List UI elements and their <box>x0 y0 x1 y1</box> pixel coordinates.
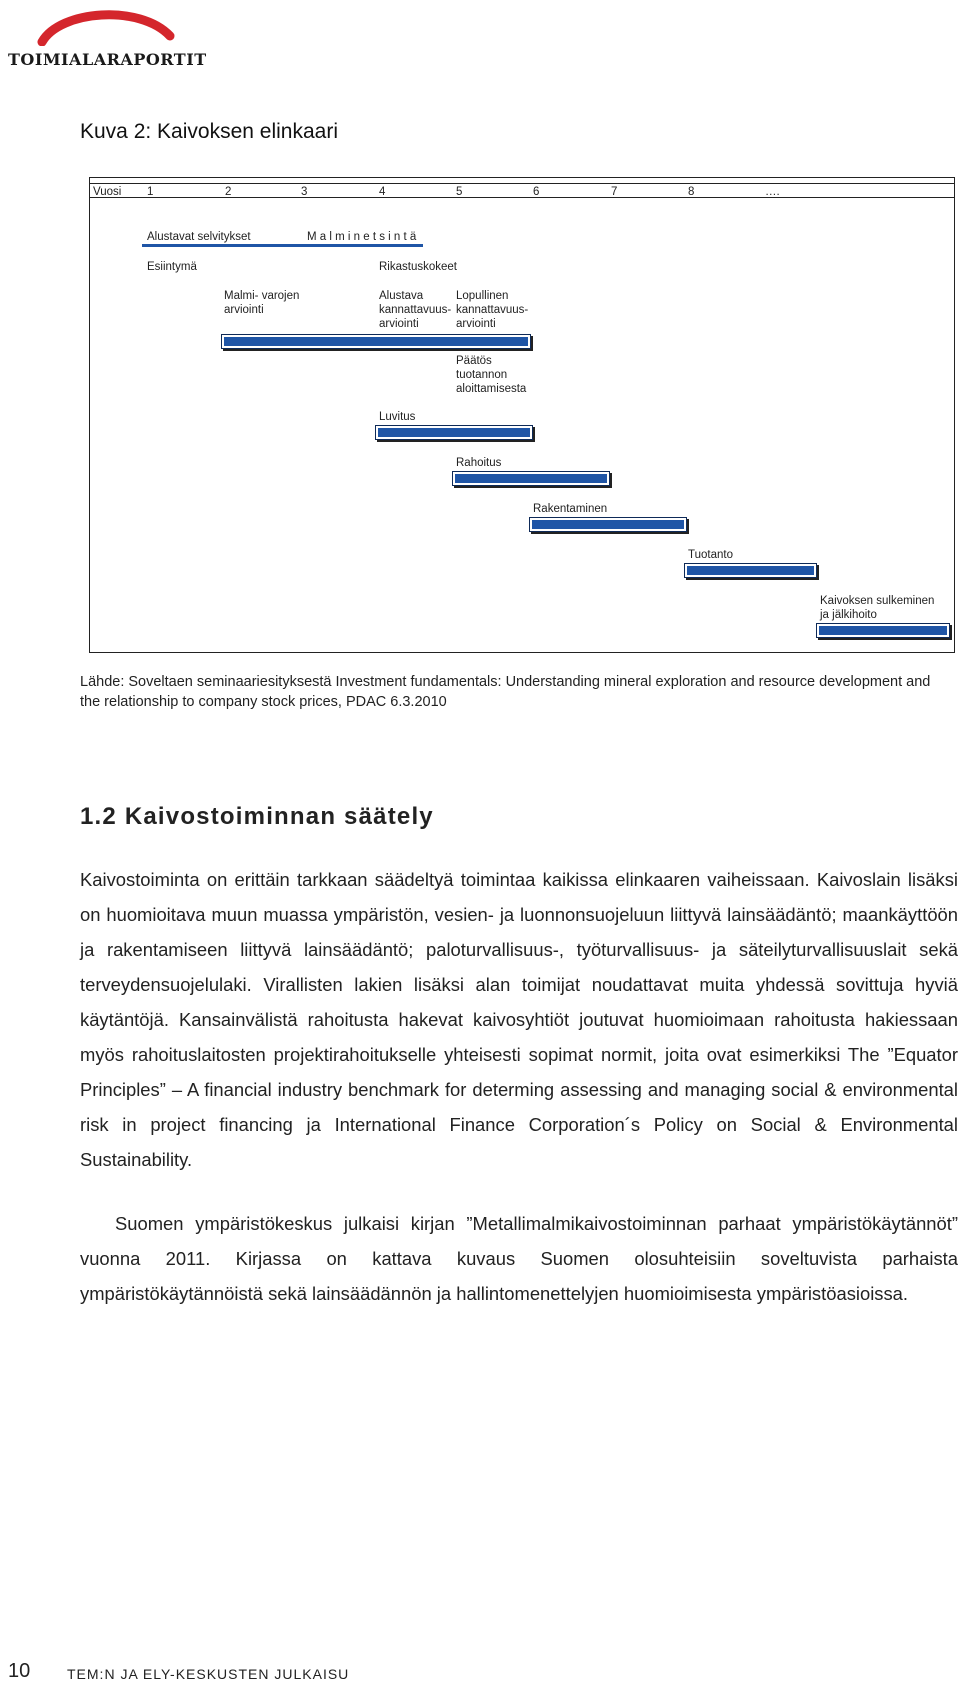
phase-label-paatos: Päätös tuotannon aloittamisesta <box>456 355 527 395</box>
phase-bar-arviointi <box>221 334 531 349</box>
figure-source: Lähde: Soveltaen seminaariesityksestä Investment fundamentals: Understanding mineral exploration and resource development and the relationship to company stock prices, PDAC 6.3.2010 <box>80 674 931 710</box>
phase-label-rakentaminen: Rakentaminen <box>533 503 608 515</box>
phase-label-luvitus: Luvitus <box>379 411 416 423</box>
year-tick: 4 <box>379 186 386 198</box>
phase-bar-sulkeminen <box>816 623 950 638</box>
phase-label-malminetsinta: M a l m i n e t s i n t ä <box>307 231 417 243</box>
figure-title: Kuva 2: Kaivoksen elinkaari <box>80 120 338 143</box>
mine-lifecycle-diagram <box>89 177 955 653</box>
toimialaraportit-logo <box>8 6 207 72</box>
phase-label-sulkeminen: Kaivoksen sulkeminen ja jälkihoito <box>820 595 935 621</box>
year-tick: 6 <box>533 186 540 198</box>
year-tick: 2 <box>225 186 232 198</box>
header-rule-bottom <box>90 197 955 198</box>
year-tick: 1 <box>147 186 154 198</box>
phase-label-alustava-kannattavuus: Alustava kannattavuus- arviointi <box>379 290 452 330</box>
year-axis-label: Vuosi <box>93 186 122 198</box>
footer-publication: TEM:N JA ELY-KESKUSTEN JULKAISU <box>67 1666 350 1682</box>
phase-bar-luvitus <box>375 425 533 440</box>
phase-bar-rahoitus <box>452 471 610 486</box>
phase-label-alustavat: Alustavat selvitykset <box>147 231 251 243</box>
year-tick: 8 <box>688 186 695 198</box>
phase-label-malmivarojen-arviointi: Malmi- varojen arviointi <box>224 290 300 316</box>
page-number: 10 <box>8 1660 31 1682</box>
phase-label-rikastuskokeet: Rikastuskokeet <box>379 261 457 273</box>
header-rule-top <box>90 183 955 184</box>
body-paragraph: Suomen ympäristökeskus julkaisi kirjan ”Metallimalmikaivostoiminnan parhaat ympäristökäytännöt” vuonna 2011. Kirjassa on kattava kuvaus Suomen olosuhteisiin soveltuvista parhaista ympäristökäytännöistä sekä lainsäädännön ja hallintomenettelyjen huomioimisesta ympäristöasioissa. <box>80 1213 958 1304</box>
year-tick: 7 <box>611 186 618 198</box>
logo-text: TOIMIALARAPORTIT <box>8 50 207 69</box>
phase-bar-rakentaminen <box>529 517 687 532</box>
logo-arc-icon <box>30 6 180 46</box>
phase-label-rahoitus: Rahoitus <box>456 457 502 469</box>
year-tick: …. <box>765 186 780 198</box>
body-paragraph: Kaivostoiminta on erittäin tarkkaan säädeltyä toimintaa kaikissa elinkaaren vaiheissaan. Kaivoslain lisäksi on huomioitava muun muassa ympäristön, vesien- ja luonnonsuojeluun liittyvä lainsäädäntö; maankäyttöön ja rakentamiseen liittyvä lainsäädäntö; paloturvallisuus-, työturvallisuus- ja säteilyturvallisuuslait sekä terveydensuojelulaki. Virallisten lakien lisäksi alan toimijat noudattavat muita yhdessä sovittuja hyviä käytäntöjä. Kansainvälistä rahoitusta hakevat kaivosyhtiöt joutuvat huomioimaan rahoitusta hakiessaan myös rahoituslaitosten projektirahoitukselle yhteisesti sopimat normit, joita ovat esimerkiksi The ”Equator Principles” – A financial industry benchmark for determing assessing and managing social & environmental risk in project financing ja International Finance Corporation´s Policy on Social & Environmental Sustainability. <box>80 869 958 1170</box>
year-tick: 5 <box>456 186 463 198</box>
phase-label-esiintyma: Esiintymä <box>147 261 197 273</box>
phase-label-tuotanto: Tuotanto <box>688 549 733 561</box>
phase-bar-tuotanto <box>684 563 817 578</box>
section-heading: 1.2 Kaivostoiminnan säätely <box>80 803 434 830</box>
phase-bar-malminetsinta <box>142 244 423 247</box>
phase-label-lopullinen-kannattavuus: Lopullinen kannattavuus- arviointi <box>456 290 529 330</box>
year-tick: 3 <box>301 186 308 198</box>
